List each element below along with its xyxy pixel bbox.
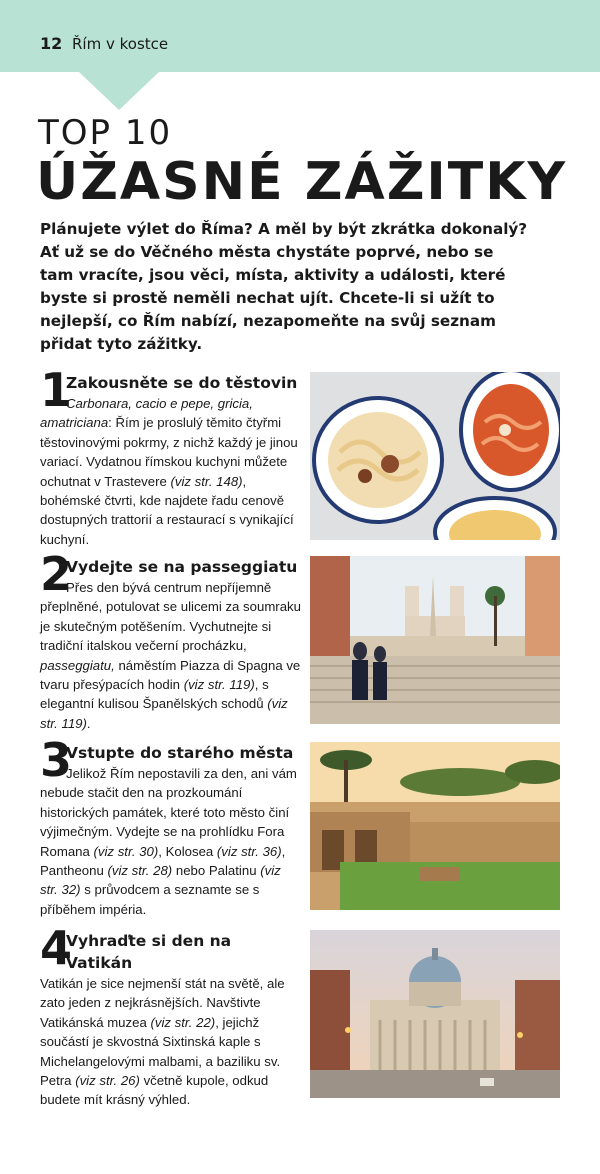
item-number: 3 bbox=[40, 733, 73, 787]
item-text-run: : Řím je proslulý těmito čtyřmi těstovinovými pokrmy, z nichž každý je jinou variací. Vydatnou římskou kuchyni můžete ochutnat v Trastevere bbox=[40, 415, 298, 489]
item-text-italic: (viz str. 22) bbox=[150, 1014, 216, 1030]
item-text bbox=[40, 742, 302, 919]
item-text-run: , s elegantní kulisou Španělských schodů bbox=[40, 677, 269, 712]
item-text-italic: (viz str. 32) bbox=[40, 863, 281, 898]
item-number: 4 bbox=[40, 921, 73, 975]
item-text-run: včetně kupole, odkud budete mít krásný výhled. bbox=[40, 1073, 269, 1108]
header-notch bbox=[79, 72, 159, 110]
item-text-italic: (viz str. 148) bbox=[170, 473, 243, 489]
item-text-run: nebo Palatinu bbox=[172, 863, 261, 879]
item-text-italic: (viz str. 36) bbox=[216, 843, 282, 859]
page-header bbox=[0, 0, 600, 72]
pasta-plates-photo bbox=[310, 372, 560, 540]
item-number: 1 bbox=[40, 363, 73, 417]
item-text-italic: Carbonara, cacio e pepe, gricia, amatriciana bbox=[40, 396, 253, 431]
item-text-run: náměstím Piazza di Spagna ve tvaru přesýpacích hodin bbox=[40, 657, 301, 693]
page-title: ÚŽASNÉ ZÁŽITKY bbox=[36, 152, 568, 212]
item-text-run: , Pantheonu bbox=[40, 843, 286, 879]
item-heading: Vyhraďte si den na Vatikán bbox=[66, 932, 232, 972]
item-text-run: , bohémské čtvrti, kde najdete řadu cenově dostupných trattorií a restaurací s vynikající kuchyní. bbox=[40, 473, 294, 547]
st-peters-basilica-photo bbox=[310, 930, 560, 1098]
item-text-italic: (viz str. 26) bbox=[75, 1073, 140, 1089]
item-text-italic: (viz str. 28) bbox=[107, 863, 173, 879]
spanish-steps-photo bbox=[310, 556, 560, 724]
item-number: 2 bbox=[40, 547, 73, 601]
page-number: 12 bbox=[40, 34, 63, 53]
item-text-run: , jejichž součástí je skvostná Sixtinská kaple s Michelangelovými malbami, a baziliku sv. Petra bbox=[40, 1014, 281, 1089]
top10-label: TOP 10 bbox=[38, 113, 173, 153]
item-text bbox=[40, 372, 302, 549]
intro-paragraph: Plánujete výlet do Říma? A měl by být zkrátka dokonalý? Ať už se do Věčného města chystáte poprvé, nebo se tam vracíte, jsou věci, místa, aktivity a události, které byste si prostě neměli nechat ujít. Chcete-li si užít to nejlepší, co Řím nabízí, nezapomeňte na svůj seznam přidat tyto zážitky. bbox=[40, 220, 528, 353]
item-text-italic: (viz str. 119) bbox=[40, 696, 288, 731]
item-text-italic: passeggiatu, bbox=[40, 657, 115, 673]
item-text-run: Jelikož Řím nepostavili za den, ani vám nebude stačit den na prozkoumání historických památek, které toto město činí výjimečným. Vydejte se na prohlídku Fora Romana bbox=[40, 766, 297, 859]
roman-forum-photo bbox=[310, 742, 560, 910]
item-heading: Zakousněte se do těstovin bbox=[66, 374, 298, 392]
item-text bbox=[40, 930, 302, 1110]
item-text-run: . bbox=[86, 715, 91, 731]
item-text bbox=[40, 556, 302, 733]
item-text-run: Přes den bývá centrum nepříjemně přeplněné, potulovat se ulicemi za soumraku je skutečným potěšením. Vychutnejte si tradiční italskou večerní procházku, bbox=[40, 580, 301, 654]
item-heading: Vydejte se na passeggiatu bbox=[66, 558, 298, 576]
item-text-run: , Kolosea bbox=[158, 843, 217, 859]
section-title: Řím v kostce bbox=[72, 35, 169, 53]
item-text-run: s průvodcem a seznamte se s příběhem impéria. bbox=[40, 882, 260, 917]
item-text-italic: (viz str. 30) bbox=[93, 843, 159, 859]
item-text-italic: (viz str. 119) bbox=[183, 677, 255, 693]
item-text-run: Vatikán je sice nejmenší stát na světě, ale zato jeden z nejkrásnějších. Navštivte Vatikánská muzea bbox=[40, 976, 285, 1030]
item-heading: Vstupte do starého města bbox=[66, 744, 294, 762]
